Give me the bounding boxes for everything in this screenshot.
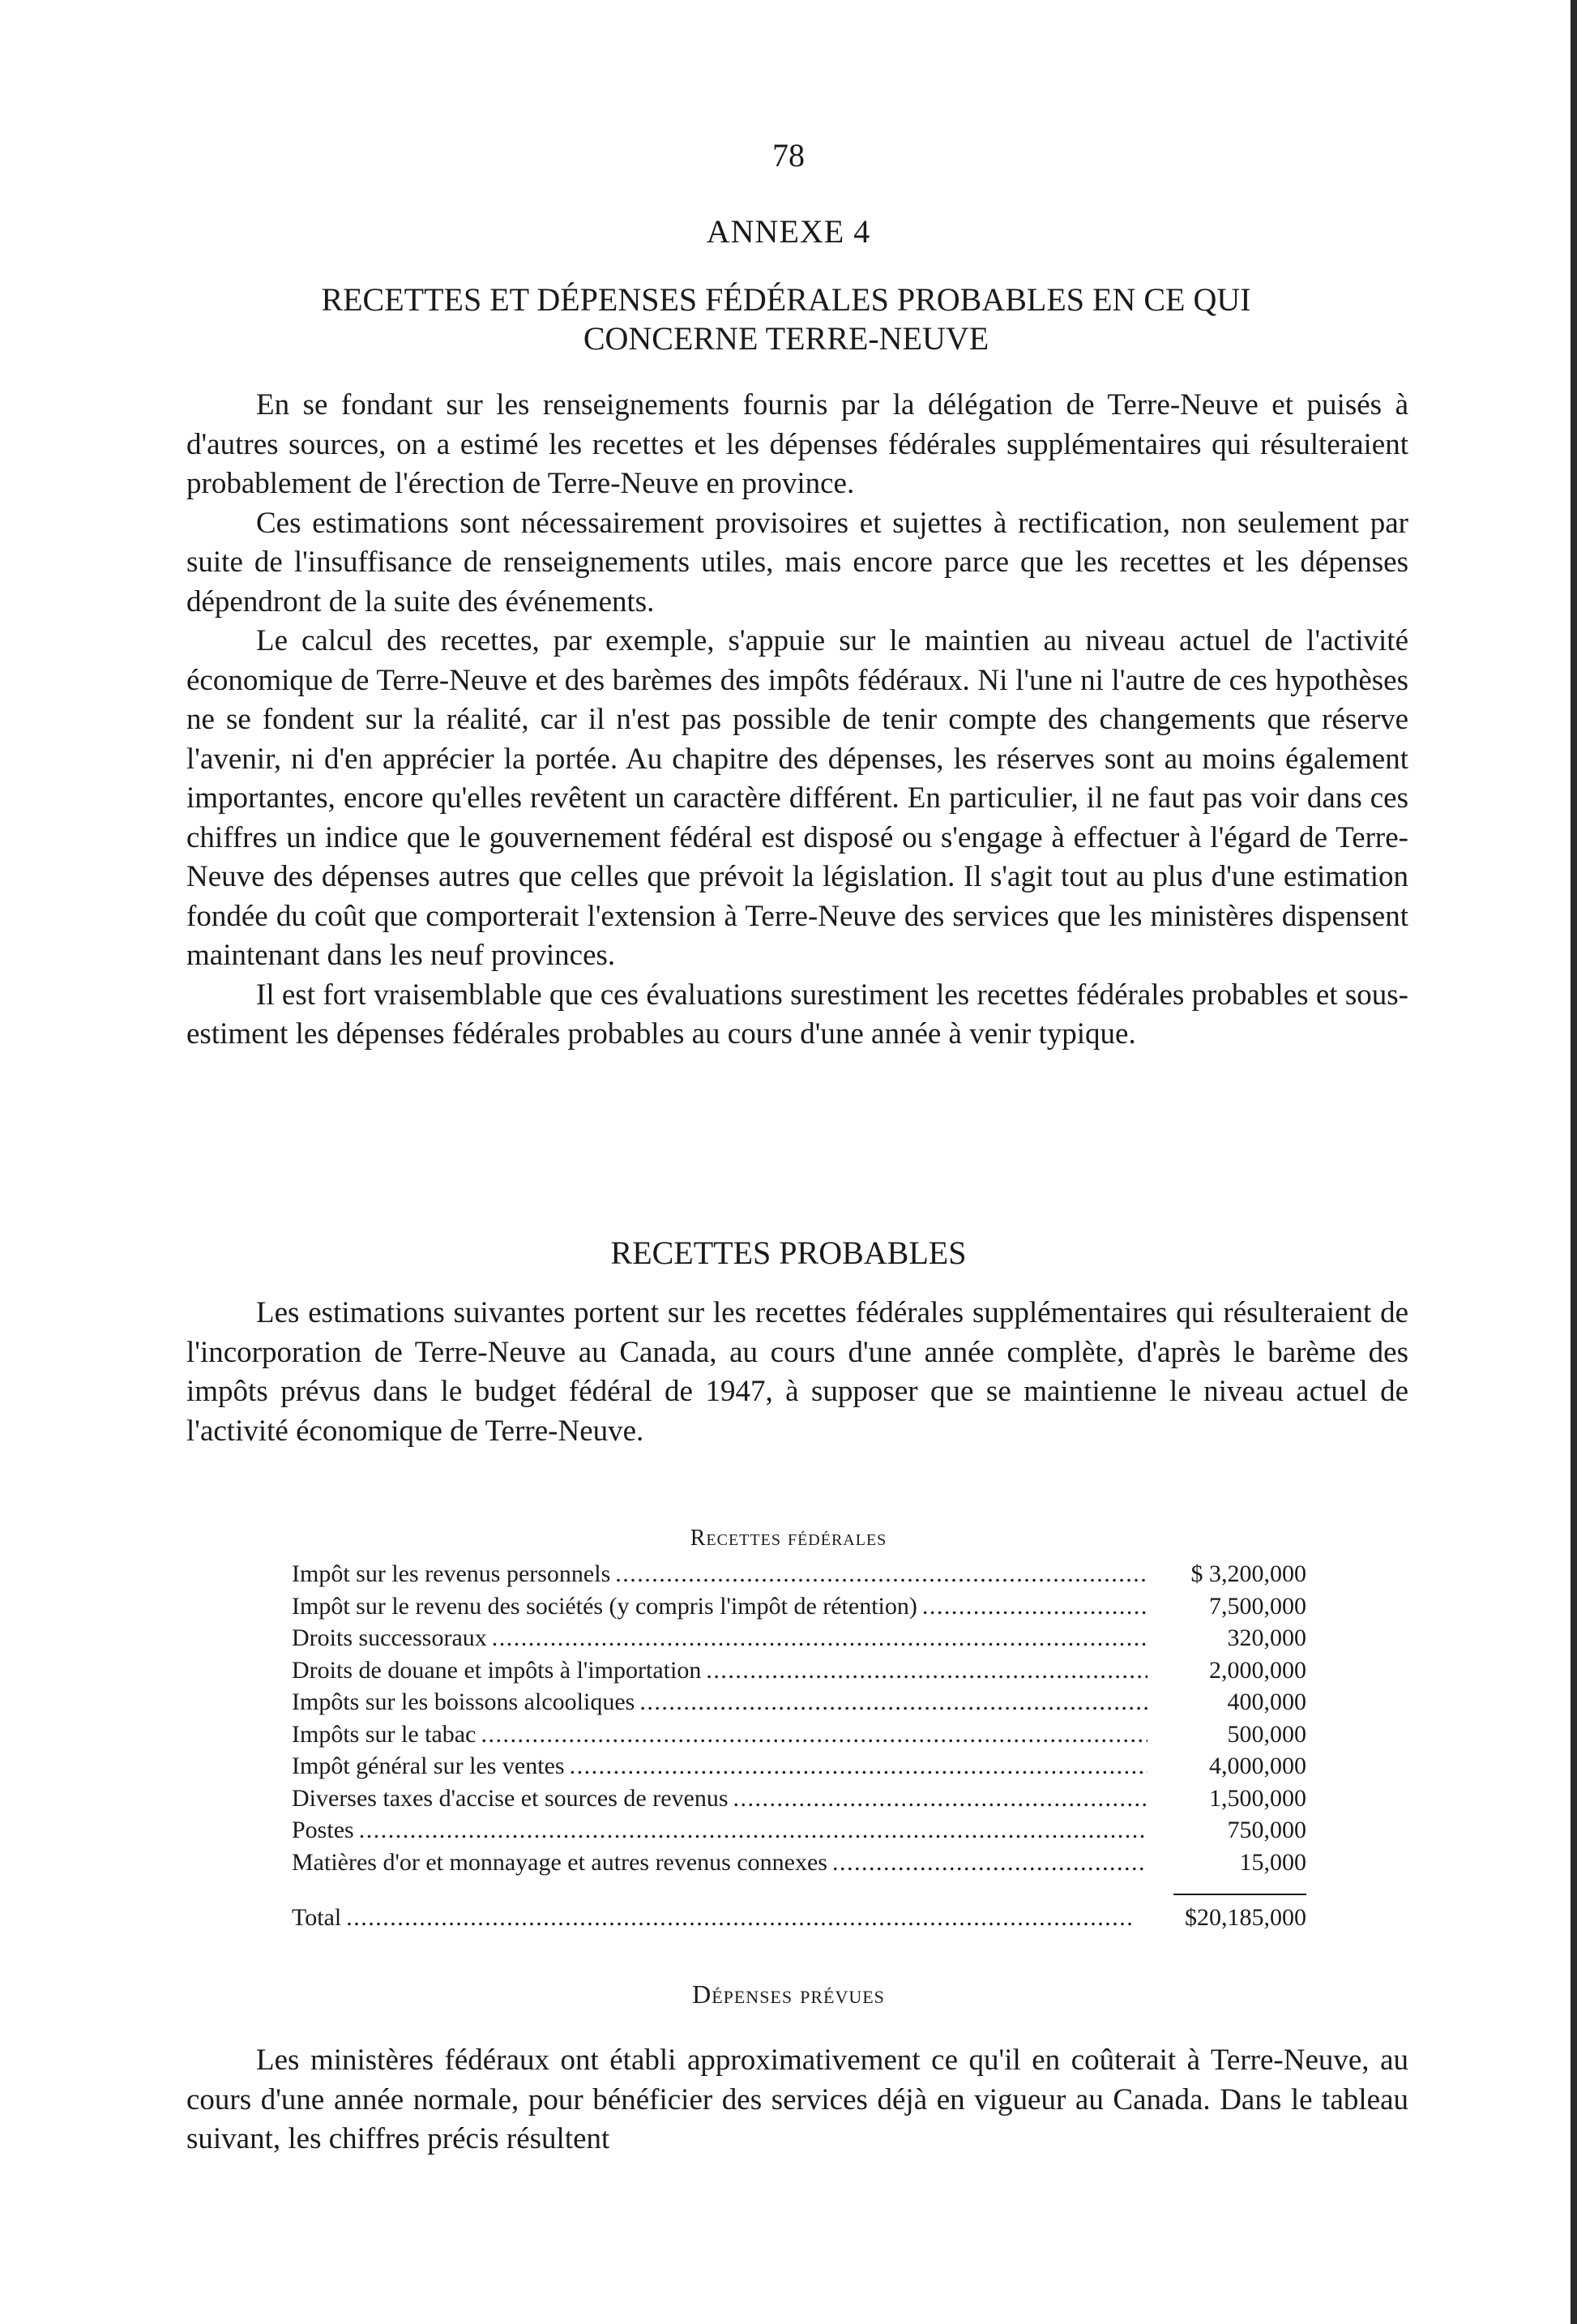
recettes-paragraph: Les estimations suivantes portent sur les recettes fédérales supplémentaires qui résulteraient de l'incorporation de Terre-Neuve au Canada, au cours d'une année complète, d'après le barème des impôts prévus dans le budget fédéral de 1947, à supposer que se maintienne le niveau actuel de l'activité économique de Terre-Neuve. — [186, 1296, 1408, 1448]
row-value: 500,000 — [1227, 1720, 1306, 1748]
total-row — [292, 1902, 1306, 1934]
row-value: 400,000 — [1227, 1688, 1306, 1715]
row-label: Droits de douane et impôts à l'importation — [292, 1656, 702, 1684]
row-label: Impôts sur le tabac — [292, 1720, 477, 1748]
table-row — [292, 1622, 1306, 1654]
revenue-table — [292, 1558, 1306, 1878]
annex-heading: ANNEXE 4 — [706, 213, 871, 250]
row-value: $ 3,200,000 — [1190, 1560, 1306, 1587]
table-row — [292, 1558, 1306, 1590]
leader-dots — [615, 1558, 1147, 1590]
depenses-paragraph: Les ministères fédéraux ont établi approximativement ce qu'il en coûterait à Terre-Neuve, au cours d'une année normale, pour bénéficier des services déjà en vigueur au Canada. Dans le tableau suivant, les chiffres précis résultent — [186, 2044, 1408, 2155]
revenue-table-caption: Recettes fédérales — [690, 1526, 887, 1551]
intro-paragraph: Ces estimations sont nécessairement provisoires et sujettes à rectification, non seulement par suite de l'insuffisance de renseignements utiles, mais encore parce que les recettes et les dépenses dépendront de la suite des événements. — [186, 506, 1408, 618]
row-label: Droits successoraux — [292, 1624, 487, 1651]
table-row — [292, 1750, 1306, 1783]
recettes-section — [186, 1294, 1408, 1451]
row-value: 1,500,000 — [1209, 1784, 1306, 1812]
page-edge-shadow — [1571, 0, 1577, 2324]
leader-dots — [922, 1590, 1147, 1623]
intro-section — [186, 386, 1408, 1055]
table-row — [292, 1718, 1306, 1751]
table-row — [292, 1814, 1306, 1847]
row-label: Impôts sur les boissons alcooliques — [292, 1688, 635, 1715]
recettes-heading: RECETTES PROBABLES — [610, 1235, 967, 1271]
intro-paragraph: En se fondant sur les renseignements fournis par la délégation de Terre-Neuve et puisés à d'autres sources, on a estimé les recettes et les dépenses fédérales supplémentaires qui résulteraient probablement de l'érection de Terre-Neuve en province. — [186, 388, 1408, 500]
total-rule — [1173, 1894, 1306, 1895]
row-label: Impôt général sur les ventes — [292, 1753, 565, 1779]
row-label: Impôt sur les revenus personnels — [292, 1560, 611, 1587]
table-row — [292, 1654, 1306, 1687]
table-row — [292, 1686, 1306, 1718]
row-label: Postes — [292, 1817, 354, 1843]
leader-dots — [639, 1686, 1147, 1718]
row-value: 320,000 — [1227, 1624, 1306, 1651]
leader-dots — [481, 1718, 1147, 1751]
row-label: Impôt sur le revenu des sociétés (y compris l'impôt de rétention) — [292, 1592, 917, 1620]
leader-dots — [706, 1654, 1147, 1687]
row-value: 750,000 — [1227, 1817, 1306, 1843]
depenses-heading: Dépenses prévues — [692, 1979, 885, 2009]
depenses-section — [186, 2041, 1408, 2159]
table-row — [292, 1783, 1306, 1815]
title-line-2: CONCERNE TERRE-NEUVE — [583, 320, 989, 357]
row-value: 2,000,000 — [1209, 1656, 1306, 1684]
total-value: $20,185,000 — [1185, 1904, 1306, 1931]
table-row — [292, 1847, 1306, 1879]
page-number: 78 — [772, 137, 805, 173]
leader-dots — [570, 1750, 1147, 1783]
row-value: 15,000 — [1239, 1848, 1306, 1876]
title-line-1: RECETTES ET DÉPENSES FÉDÉRALES PROBABLES EN CE QUI — [321, 281, 1251, 318]
row-label: Matières d'or et monnayage et autres revenus connexes — [292, 1848, 827, 1876]
table-row — [292, 1590, 1306, 1623]
intro-paragraph: Le calcul des recettes, par exemple, s'appuie sur le maintien au niveau actuel de l'activité économique de Terre-Neuve et des barèmes des impôts fédéraux. Ni l'une ni l'autre de ces hypothèses ne se fondent sur la réalité, car il n'est pas possible de tenir compte des changements que réserve l'avenir, ni d'en apprécier la portée. Au chapitre des dépenses, les réserves sont au moins également importantes, encore qu'elles revêtent un caractère différent. En particulier, il ne faut pas voir dans ces chiffres un indice que le gouvernement fédéral est disposé ou s'engage à effectuer à l'égard de Terre-Neuve des dépenses autres que celles que prévoit la législation. Il s'agit tout au plus d'une estimation fondée du coût que comporterait l'extension à Terre-Neuve des services que les ministères dispensent maintenant dans les neuf provinces. — [186, 624, 1408, 972]
document-title — [186, 280, 1386, 358]
row-value: 4,000,000 — [1209, 1753, 1306, 1779]
total-label: Total — [292, 1904, 342, 1931]
intro-paragraph: Il est fort vraisemblable que ces évaluations surestiment les recettes fédérales probables et sous-estiment les dépenses fédérales probables au cours d'une année à venir typique. — [186, 978, 1408, 1051]
leader-dots — [359, 1814, 1147, 1847]
row-label: Diverses taxes d'accise et sources de revenus — [292, 1784, 729, 1812]
leader-dots — [492, 1622, 1147, 1654]
row-value: 7,500,000 — [1209, 1592, 1306, 1620]
leader-dots — [346, 1902, 1147, 1934]
leader-dots — [832, 1847, 1147, 1879]
leader-dots — [733, 1783, 1147, 1815]
